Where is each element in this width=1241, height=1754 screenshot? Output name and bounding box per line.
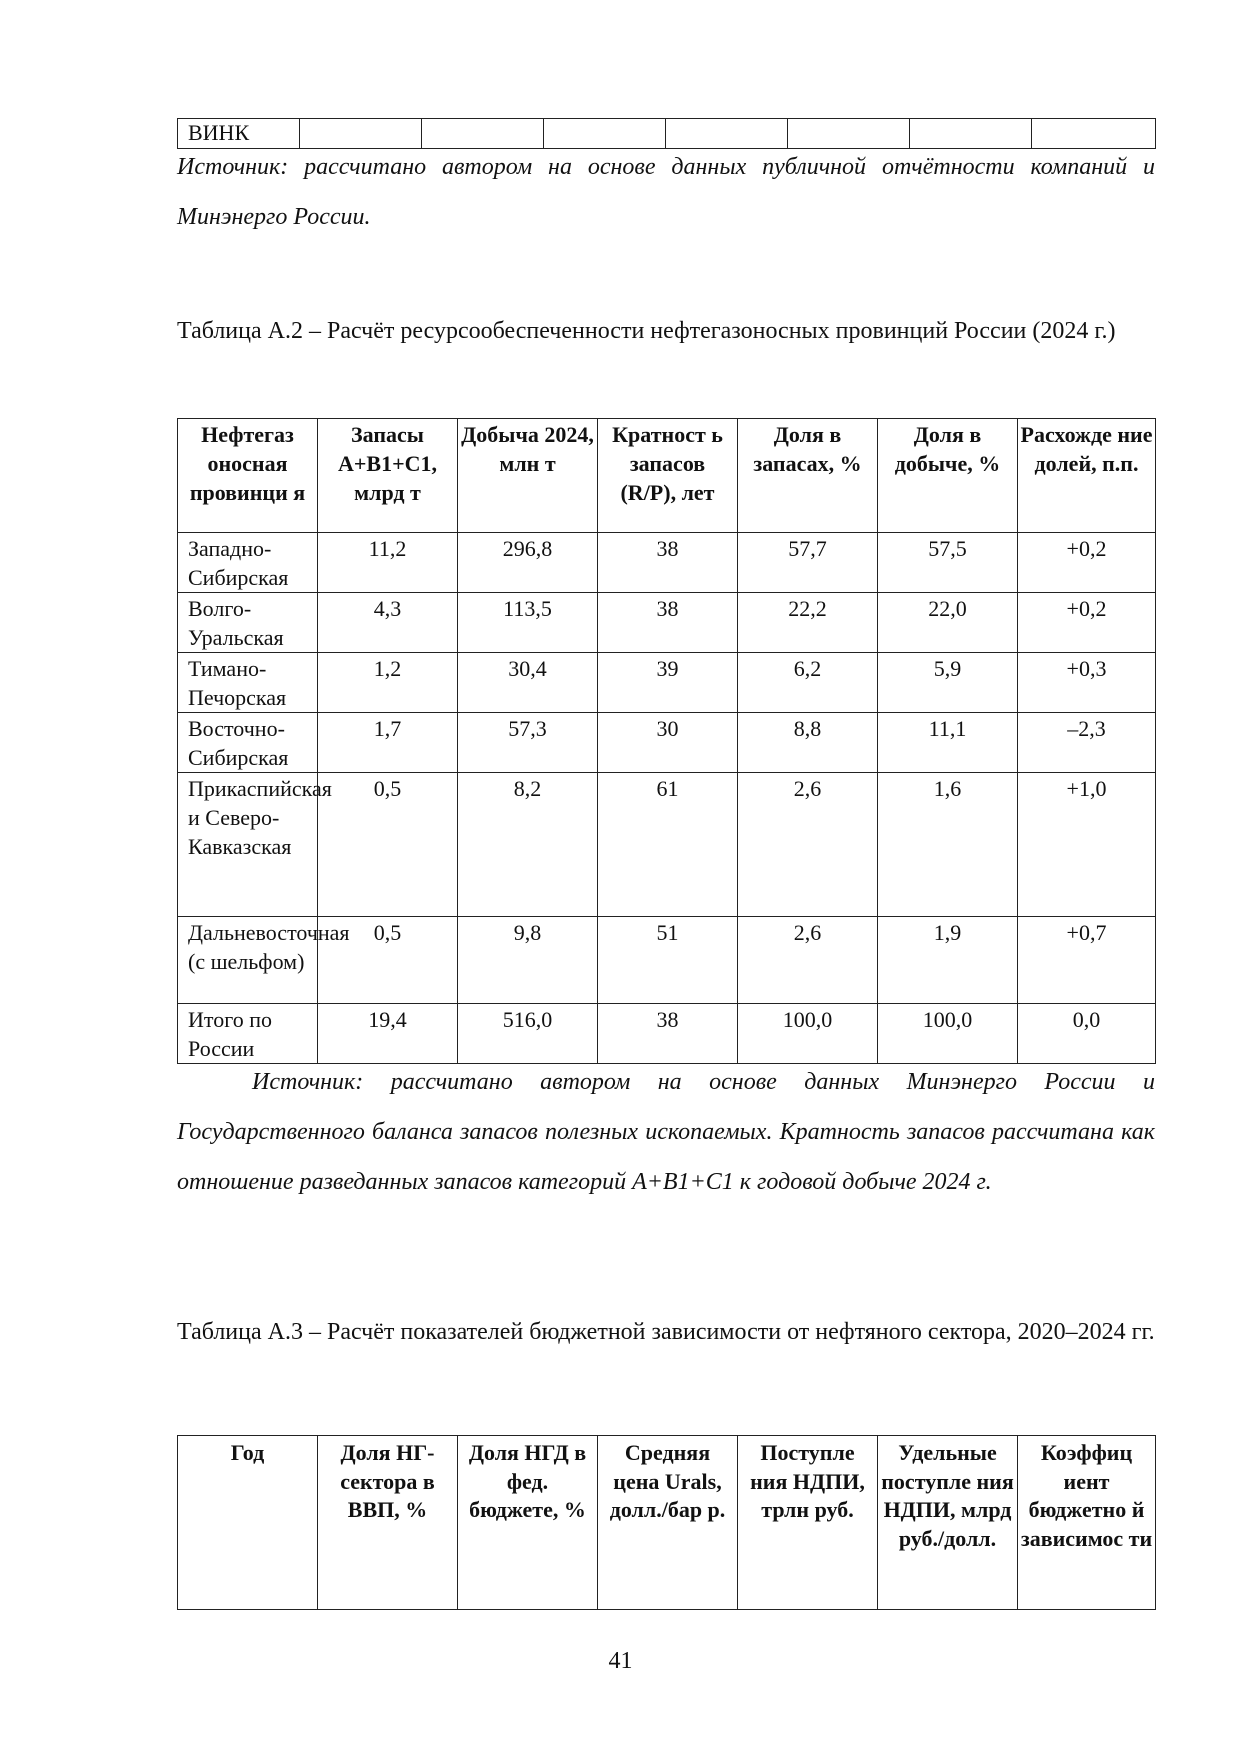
table-cell: 0,5 <box>318 773 458 917</box>
table-row <box>178 653 1156 713</box>
table-cell: +0,2 <box>1018 533 1156 593</box>
column-header: Доля НГ-сектора в ВВП, % <box>318 1436 458 1610</box>
source-note-a1: Источник: рассчитано автором на основе данных публичной отчётности компаний и Минэнерго России. <box>177 154 1155 230</box>
table-cell: 30 <box>598 713 738 773</box>
table-header-row <box>178 1436 1156 1610</box>
column-header: Средняя цена Urals, долл./бар р. <box>598 1436 738 1610</box>
province-name: Прикаспийская и Северо-Кавказская <box>178 773 318 917</box>
table-cell: 0,5 <box>318 917 458 1004</box>
table-cell: 51 <box>598 917 738 1004</box>
table-cell: 9,8 <box>458 917 598 1004</box>
table-cell: 38 <box>598 1004 738 1064</box>
column-header: Коэффиц иент бюджетно й зависимос ти <box>1018 1436 1156 1610</box>
table-cell: ВИНК <box>178 119 300 149</box>
province-name: Восточно-Сибирская <box>178 713 318 773</box>
table-cell: 30,4 <box>458 653 598 713</box>
column-header: Доля в запасах, % <box>738 419 878 533</box>
table-cell: 100,0 <box>878 1004 1018 1064</box>
table-cell: 19,4 <box>318 1004 458 1064</box>
column-header: Год <box>178 1436 318 1610</box>
table-row <box>178 773 1156 917</box>
table-row <box>178 917 1156 1004</box>
table-a2-caption: Таблица А.2 – Расчёт ресурсообеспеченности нефтегазоносных провинций России (2024 г.) <box>177 318 1116 344</box>
table-cell: 296,8 <box>458 533 598 593</box>
table-row <box>178 533 1156 593</box>
province-name: Волго-Уральская <box>178 593 318 653</box>
table-cell: 6,2 <box>738 653 878 713</box>
column-header: Удельные поступле ния НДПИ, млрд руб./долл. <box>878 1436 1018 1610</box>
table-cell: 0,0 <box>1018 1004 1156 1064</box>
table-cell: –2,3 <box>1018 713 1156 773</box>
table-header-row <box>178 419 1156 533</box>
column-header: Добыча 2024, млн т <box>458 419 598 533</box>
table-cell: 2,6 <box>738 773 878 917</box>
table-cell: 39 <box>598 653 738 713</box>
column-header: Доля в добыче, % <box>878 419 1018 533</box>
source-note-a2: Источник: рассчитано автором на основе данных Минэнерго России и Государственного баланса запасов полезных ископаемых. Кратность запасов рассчитана как отношение разведанных запасов категорий А+В1+С1 к годовой добыче 2024 г. <box>177 1069 1155 1195</box>
table-row <box>178 1004 1156 1064</box>
table-a2 <box>177 418 1156 1064</box>
column-header: Доля НГД в фед. бюджете, % <box>458 1436 598 1610</box>
column-header: Кратност ь запасов (R/P), лет <box>598 419 738 533</box>
table-cell: 1,7 <box>318 713 458 773</box>
table-cell: 57,7 <box>738 533 878 593</box>
table-cell: 38 <box>598 593 738 653</box>
table-cell: 11,2 <box>318 533 458 593</box>
table-cell: 1,9 <box>878 917 1018 1004</box>
table-cell: 57,5 <box>878 533 1018 593</box>
province-name: Итого по России <box>178 1004 318 1064</box>
table-row <box>178 713 1156 773</box>
table-cell: 5,9 <box>878 653 1018 713</box>
table-cell: 4,3 <box>318 593 458 653</box>
table-a3-caption: Таблица А.3 – Расчёт показателей бюджетной зависимости от нефтяного сектора, 2020–2024 гг. <box>177 1319 1155 1345</box>
table-cell: 38 <box>598 533 738 593</box>
table-a3 <box>177 1435 1156 1610</box>
table-cell: 11,1 <box>878 713 1018 773</box>
table-cell: +1,0 <box>1018 773 1156 917</box>
table-cell: 100,0 <box>738 1004 878 1064</box>
table-cell: 1,6 <box>878 773 1018 917</box>
table-row <box>178 593 1156 653</box>
table-cell: 8,8 <box>738 713 878 773</box>
table-cell: +0,3 <box>1018 653 1156 713</box>
table-cell: 22,2 <box>738 593 878 653</box>
page-number: 41 <box>608 1648 633 1674</box>
column-header: Запасы А+В1+С1, млрд т <box>318 419 458 533</box>
table-cell: +0,2 <box>1018 593 1156 653</box>
table-cell: 8,2 <box>458 773 598 917</box>
table-cell: 113,5 <box>458 593 598 653</box>
column-header: Расхожде ние долей, п.п. <box>1018 419 1156 533</box>
table-cell: 57,3 <box>458 713 598 773</box>
province-name: Дальневосточная (с шельфом) <box>178 917 318 1004</box>
column-header: Нефтегаз оносная провинци я <box>178 419 318 533</box>
table-cell: 1,2 <box>318 653 458 713</box>
table-cell: 22,0 <box>878 593 1018 653</box>
table-cell: 2,6 <box>738 917 878 1004</box>
column-header: Поступле ния НДПИ, трлн руб. <box>738 1436 878 1610</box>
province-name: Тимано-Печорская <box>178 653 318 713</box>
table-cell: 516,0 <box>458 1004 598 1064</box>
table-cell: 61 <box>598 773 738 917</box>
table-cell: +0,7 <box>1018 917 1156 1004</box>
province-name: Западно-Сибирская <box>178 533 318 593</box>
